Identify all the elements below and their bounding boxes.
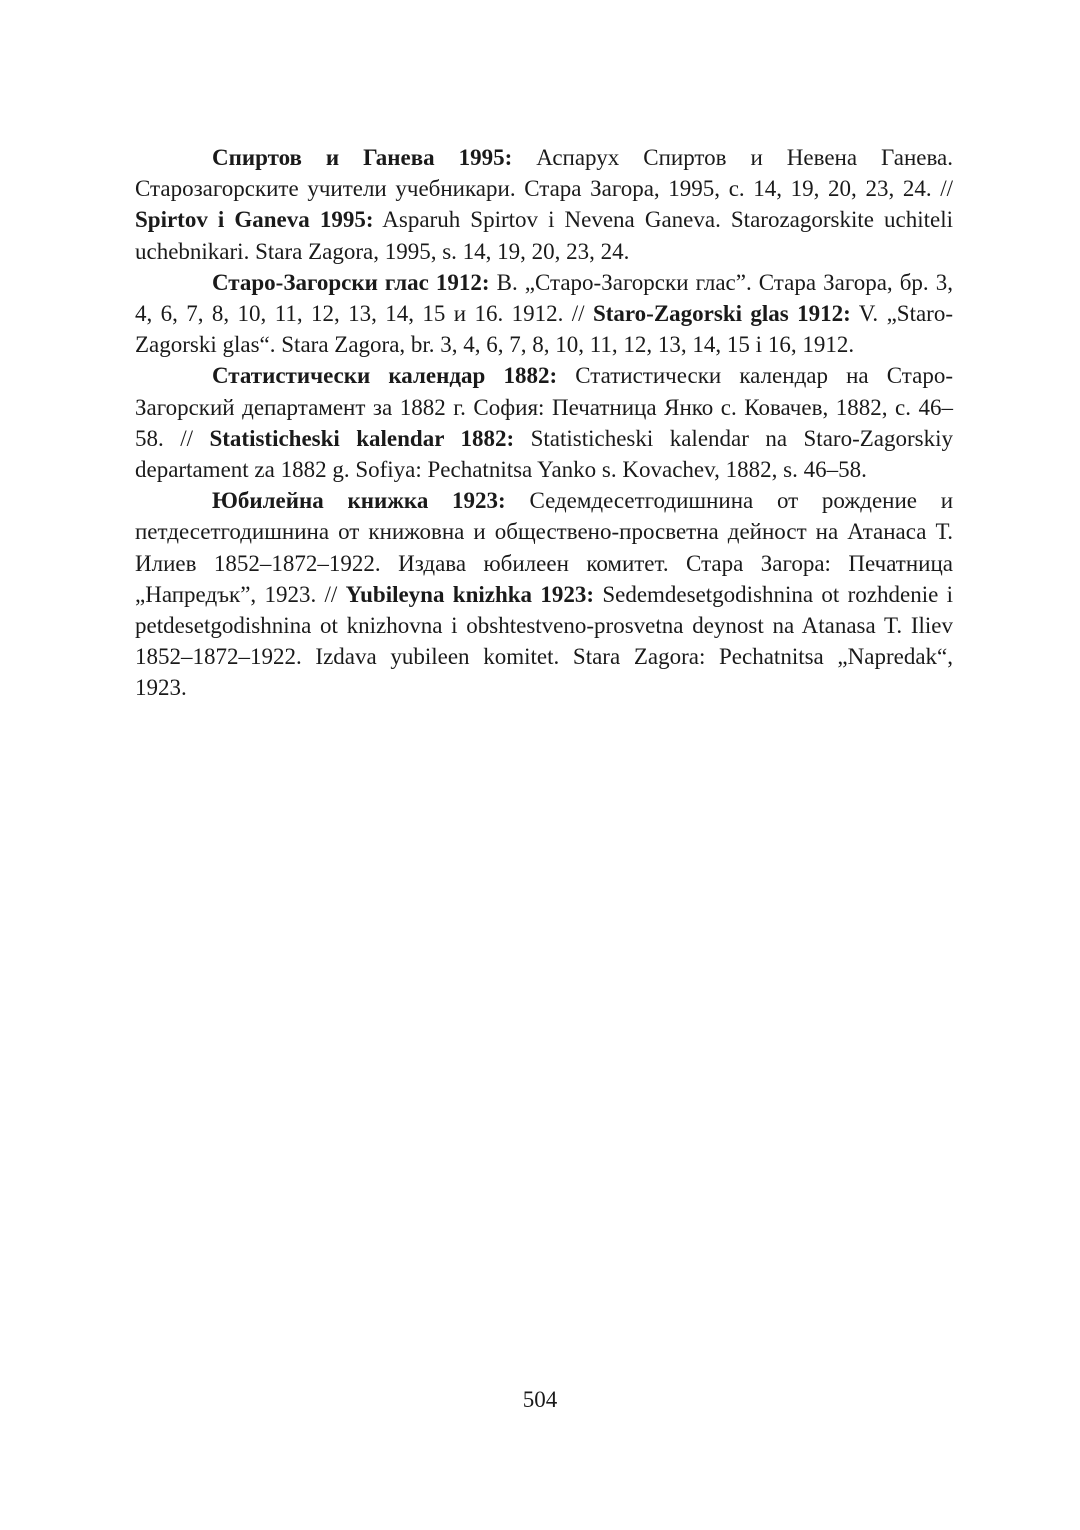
entry-text-cyrillic: Аспарух Спиртов и Невена Ганева. Старозагорските учители учебникари. Стара Загора, 1995, с. 14, 19, 20, 23, 24. //: [135, 145, 953, 202]
entry-text-latin: Asparuh Spirtov i Nevena Ganeva. Starozagorskite uchiteli uchebnikari. Stara Zagora, 1995, s. 14, 19, 20, 23, 24.: [135, 207, 953, 264]
entry-text-latin: V. „Staro-Zagorski glas“. Stara Zagora, br. 3, 4, 6, 7, 8, 10, 11, 12, 13, 14, 15 i 16, 1912.: [135, 301, 953, 358]
bibliography-entry: [135, 485, 953, 703]
entry-key-cyrillic: Юбилейна книжка 1923:: [212, 488, 506, 514]
entry-key-latin: Spirtov i Ganeva 1995:: [135, 207, 374, 233]
bibliography-entry: [135, 142, 953, 267]
bibliography-entry: [135, 267, 953, 361]
entry-key-latin: Staro-Zagorski glas 1912:: [592, 301, 851, 327]
page-number: 504: [522, 1387, 558, 1412]
entry-text-latin: Statisticheski kalendar na Staro-Zagorskiy departament za 1882 g. Sofiya: Pechatnitsa Yanko s. Kovachev, 1882, s. 46–58.: [135, 425, 953, 483]
entry-key-latin: Statisticheski kalendar 1882:: [209, 425, 515, 451]
bibliography-list: [135, 142, 953, 704]
entry-key-cyrillic: Статистически календар 1882:: [212, 363, 558, 389]
entry-text-cyrillic: Статистически календар на Старо-Загорский департамент за 1882 г. София: Печатница Янко с. Ковачев, 1882, с. 46–58. //: [135, 363, 953, 451]
entry-text-latin: Sedemdesetgodishnina ot rozhdenie i petdesetgodishnina ot knizhovna i obshtestveno-prosvetna deynost na Atanasa T. Iliev 1852–1872–1922. Izdava yubileen komitet. Stara Zagora: Pechatnitsa „Napredak“, 1923.: [135, 581, 953, 701]
entry-key-cyrillic: Спиртов и Ганева 1995:: [212, 145, 513, 170]
entry-key-latin: Yubileyna knizhka 1923:: [345, 581, 595, 607]
bibliography-entry: [135, 360, 953, 485]
entry-text-cyrillic: В. „Старо-Загорски глас”. Стара Загора, бр. 3, 4, 6, 7, 8, 10, 11, 12, 13, 14, 15 и 16. 1912. //: [135, 269, 953, 327]
entry-text-cyrillic: Седемдесетгодишнина от рождение и петдесетгодишнина от книжовна и обществено-просветна дейност на Атанаса Т. Илиев 1852–1872–1922. Издава юбилеен комитет. Стара Загора: Печатница „Напредък”, 1923. //: [135, 488, 954, 607]
entry-key-cyrillic: Старо-Загорски глас 1912:: [212, 269, 490, 295]
